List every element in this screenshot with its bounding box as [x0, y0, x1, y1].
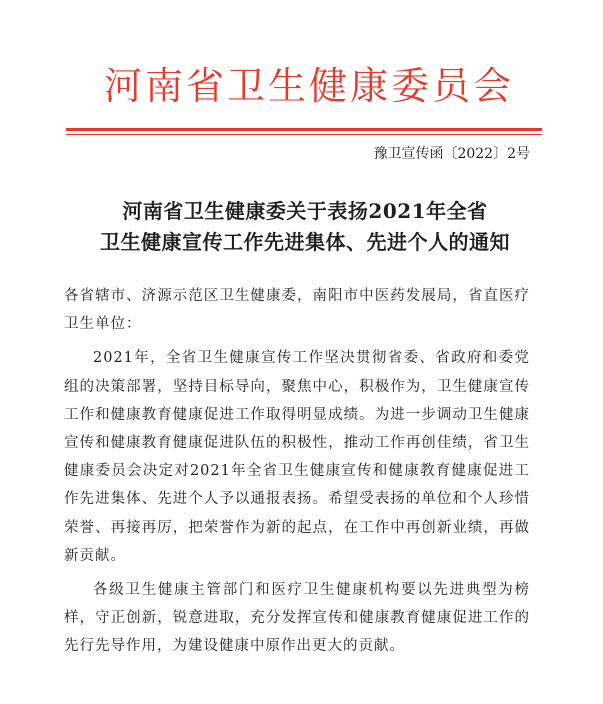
document-title-line-2: 卫生健康宣传工作先进集体、先进个人的通知 — [100, 230, 510, 254]
body-paragraph-2: 各级卫生健康主管部门和医疗卫生健康机构要以先进典型为榜样，守正创新，锐意进取，充分发挥宣传和健康教育健康促进工作的先行先导作用，为建设健康中原作出更大的贡献。 — [64, 582, 530, 655]
document-title-line-1: 河南省卫生健康委关于表扬2021年全省 — [122, 199, 488, 223]
salutation: 各省辖市、济源示范区卫生健康委，南阳市中医药发展局，省直医疗卫生单位： — [64, 288, 530, 333]
document-body — [64, 282, 530, 661]
red-divider-thin — [66, 134, 542, 135]
body-paragraph-1: 2021年，全省卫生健康宣传工作坚决贯彻省委、省政府和委党组的决策部署，坚持目标导向，聚焦中心，积极作为，卫生健康宣传工作和健康教育健康促进工作取得明显成绩。为进一步调动卫生健康宣传和健康教育健康促进队伍的积极性，推动工作再创佳绩，省卫生健康委员会决定对2021年全省卫生健康宣传和健康教育健康促进工作先进集体、先进个人予以通报表扬。希望受表扬的单位和个人珍惜荣誉、再接再厉，把荣誉作为新的起点，在工作中再创新业绩，再做新贡献。 — [64, 350, 530, 564]
document-number: 豫卫宣传函〔2022〕2号 — [373, 146, 530, 162]
agency-masthead: 河南省卫生健康委员会 — [103, 64, 514, 108]
red-divider-thick — [66, 128, 542, 131]
